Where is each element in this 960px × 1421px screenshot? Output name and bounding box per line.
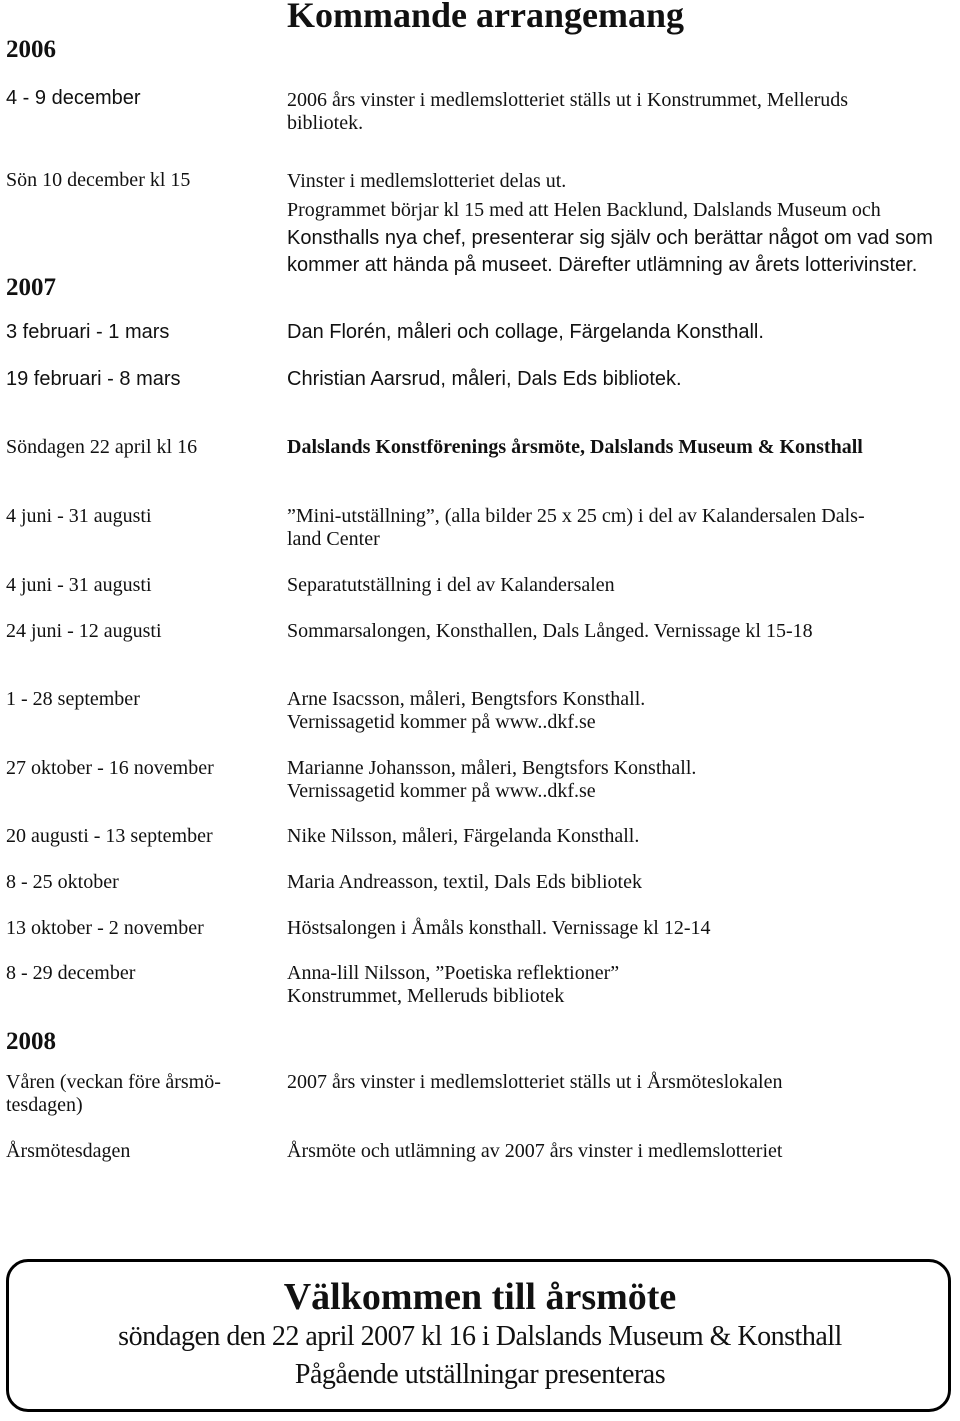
event-date: 20 augusti - 13 september	[6, 825, 213, 847]
event-date: 4 juni - 31 augusti	[6, 505, 152, 527]
event-date: 24 juni - 12 augusti	[6, 620, 162, 642]
event-date: 4 - 9 december	[6, 87, 141, 109]
event-text: Separatutställning i del av Kalandersalen	[287, 574, 615, 596]
event-text: kommer att hända på museet. Därefter utlämning av årets lotterivinster.	[287, 254, 918, 276]
event-text: ”Mini-utställning”, (alla bilder 25 x 25 cm) i del av Kalandersalen Dals-	[287, 505, 865, 527]
page-title: Kommande arrangemang	[287, 0, 684, 35]
event-date: 13 oktober - 2 november	[6, 917, 204, 939]
welcome-line-1: söndagen den 22 april 2007 kl 16 i Dalslands Museum & Konsthall	[118, 1321, 842, 1352]
welcome-title: Välkommen till årsmöte	[283, 1276, 677, 1318]
event-text: bibliotek.	[287, 112, 364, 134]
event-text: Höstsalongen i Åmåls konsthall. Vernissage kl 12-14	[287, 917, 711, 939]
event-text: Arne Isacsson, måleri, Bengtsfors Konsthall.	[287, 688, 646, 710]
event-date: tesdagen)	[6, 1094, 83, 1116]
event-text: 2006 års vinster i medlemslotteriet ställs ut i Konstrummet, Melleruds	[287, 89, 849, 111]
event-text: Christian Aarsrud, måleri, Dals Eds bibliotek.	[287, 368, 682, 390]
event-text: Vernissagetid kommer på www..dkf.se	[287, 780, 596, 802]
event-text: Vernissagetid kommer på www..dkf.se	[287, 711, 596, 733]
event-text: Årsmöte och utlämning av 2007 års vinster i medlemslotteriet	[287, 1140, 783, 1162]
event-date: 27 oktober - 16 november	[6, 757, 214, 779]
welcome-line-2: Pågående utställningar presenteras	[294, 1359, 666, 1390]
event-date: 19 februari - 8 mars	[6, 368, 181, 390]
event-date: Söndagen 22 april kl 16	[6, 436, 198, 458]
event-date: Årsmötesdagen	[6, 1140, 131, 1162]
event-date: 4 juni - 31 augusti	[6, 574, 152, 596]
event-text: land Center	[287, 528, 380, 550]
event-text: 2007 års vinster i medlemslotteriet ställs ut i Årsmöteslokalen	[287, 1071, 783, 1093]
event-date: Sön 10 december kl 15	[6, 169, 191, 191]
event-text: Programmet börjar kl 15 med att Helen Backlund, Dalslands Museum och	[287, 199, 881, 221]
event-text: Konstrummet, Melleruds bibliotek	[287, 985, 565, 1007]
year-heading-2006: 2006	[6, 36, 56, 63]
event-text: Nike Nilsson, måleri, Färgelanda Konsthall.	[287, 825, 640, 847]
event-text: Marianne Johansson, måleri, Bengtsfors Konsthall.	[287, 757, 697, 779]
event-text: Vinster i medlemslotteriet delas ut.	[287, 170, 567, 192]
event-text: Anna-lill Nilsson, ”Poetiska reflektioner”	[287, 962, 620, 984]
year-heading-2008: 2008	[6, 1028, 56, 1055]
event-date: Våren (veckan före årsmö-	[6, 1071, 221, 1093]
event-date: 3 februari - 1 mars	[6, 321, 170, 343]
event-date: 8 - 29 december	[6, 962, 136, 984]
year-heading-2007: 2007	[6, 274, 56, 301]
event-text: Dalslands Konstförenings årsmöte, Dalslands Museum & Konsthall	[287, 436, 863, 458]
event-text: Konsthalls nya chef, presenterar sig själv och berättar något om vad som	[287, 227, 933, 249]
event-text: Sommarsalongen, Konsthallen, Dals Långed. Vernissage kl 15-18	[287, 620, 813, 642]
event-date: 1 - 28 september	[6, 688, 140, 710]
event-text: Dan Florén, måleri och collage, Färgelanda Konsthall.	[287, 321, 764, 343]
event-text: Maria Andreasson, textil, Dals Eds bibliotek	[287, 871, 642, 893]
event-date: 8 - 25 oktober	[6, 871, 119, 893]
